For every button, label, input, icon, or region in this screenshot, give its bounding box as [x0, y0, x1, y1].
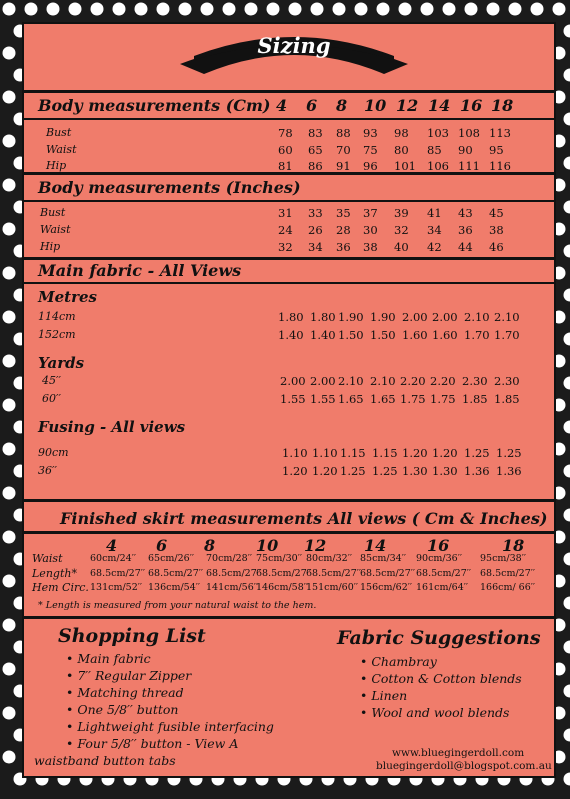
polka-dot — [564, 773, 570, 786]
cell-value: 106 — [427, 159, 449, 173]
cell-value: 44 — [458, 240, 473, 254]
polka-dot — [3, 267, 16, 280]
polka-dot — [245, 3, 258, 16]
polka-dot — [531, 3, 544, 16]
cell-value: 1.75 — [430, 391, 456, 406]
polka-dot — [564, 157, 570, 170]
finished-size-12: 12 — [304, 536, 327, 555]
cell-value: 2.00 — [280, 374, 306, 388]
metres-heading: Metres — [38, 288, 97, 306]
finished-cell: 65cm/26′′ — [148, 553, 195, 564]
sizing-panel — [22, 22, 556, 778]
finished-cell: 146cm/58′′ — [256, 582, 309, 593]
polka-dot — [399, 3, 412, 16]
cell-value: 1.55 — [280, 391, 306, 406]
cell-value: 2.10 — [494, 310, 520, 324]
cell-value: 91 — [336, 159, 351, 173]
finished-cell: 68.5cm/27′′ — [480, 567, 536, 579]
finished-cell: 90cm/36′′ — [416, 553, 463, 564]
polka-dot — [564, 685, 570, 698]
polka-dot — [553, 3, 566, 16]
fabric-suggestions-title: Fabric Suggestions — [337, 627, 541, 649]
cell-value: 46 — [489, 240, 504, 254]
polka-dot — [421, 3, 434, 16]
row-label: 36′′ — [38, 463, 57, 477]
list-item: • Linen — [360, 688, 408, 703]
polka-dot — [3, 487, 16, 500]
polka-dot — [564, 641, 570, 654]
cell-value: 80 — [394, 142, 409, 157]
cell-value: 1.60 — [402, 327, 428, 342]
polka-dot — [3, 531, 16, 544]
cell-value: 1.40 — [278, 327, 304, 342]
section-title-finished: Finished skirt measurements All views ( Cm & Inches) — [60, 509, 548, 528]
list-item: • Lightweight fusible interfacing — [66, 719, 274, 734]
cell-value: 1.65 — [370, 391, 396, 406]
polka-dot — [3, 707, 16, 720]
polka-dot — [3, 751, 16, 764]
row-label: Bust — [46, 126, 72, 139]
finished-row-label: Waist — [32, 552, 63, 565]
row-label: Bust — [40, 206, 66, 219]
finished-size-6: 6 — [156, 536, 168, 555]
cell-value: 1.36 — [464, 463, 490, 478]
cell-value: 1.25 — [496, 446, 522, 460]
list-item: • One 5/8′′ button — [66, 702, 179, 717]
cell-value: 116 — [489, 159, 511, 173]
polka-dot — [564, 69, 570, 82]
cell-value: 34 — [427, 223, 442, 237]
polka-dot — [135, 3, 148, 16]
polka-dot — [355, 3, 368, 16]
cell-value: 1.85 — [494, 391, 520, 406]
cell-value: 81 — [278, 159, 293, 173]
polka-dot — [3, 311, 16, 324]
polka-dot — [201, 3, 214, 16]
cell-value: 34 — [308, 240, 323, 254]
polka-dot — [3, 91, 16, 104]
polka-dot — [564, 289, 570, 302]
shopping-list-title: Shopping List — [58, 625, 206, 647]
row-label: Hip — [40, 240, 61, 253]
cell-value: 101 — [394, 159, 416, 173]
polka-dot — [3, 575, 16, 588]
size-header-18: 18 — [491, 96, 514, 115]
cell-value: 2.20 — [430, 374, 456, 388]
finished-cell: 141cm/56′′ — [206, 582, 259, 593]
polka-dot — [564, 25, 570, 38]
cell-value: 1.40 — [310, 327, 336, 342]
finished-cell: 166cm/ 66′′ — [480, 582, 536, 593]
yards-heading: Yards — [38, 354, 85, 372]
row-label: 114cm — [38, 310, 76, 323]
row-label: Hip — [46, 159, 67, 172]
cell-value: 42 — [427, 240, 442, 254]
cell-value: 1.15 — [372, 446, 398, 460]
cell-value: 1.10 — [282, 446, 308, 460]
row-label: 90cm — [38, 446, 69, 459]
cell-value: 2.10 — [464, 310, 490, 324]
polka-dot — [3, 619, 16, 632]
cell-value: 2.10 — [370, 374, 396, 388]
polka-dot — [487, 3, 500, 16]
finished-cell: 136cm/54′′ — [148, 582, 201, 593]
cell-value: 2.20 — [400, 374, 426, 388]
polka-dot — [25, 3, 38, 16]
fusing-heading: Fusing - All views — [38, 418, 186, 436]
cell-value: 45 — [489, 206, 504, 220]
section-title-body-cm: Body measurements (Cm) — [38, 96, 271, 115]
polka-dot — [47, 3, 60, 16]
cell-value: 1.80 — [310, 310, 336, 324]
polka-dot — [564, 553, 570, 566]
polka-dot — [3, 179, 16, 192]
cell-value: 1.36 — [496, 463, 522, 478]
polka-dot — [3, 47, 16, 60]
section-title-body-in: Body measurements (Inches) — [38, 178, 301, 197]
finished-cell: 161cm/64′′ — [416, 582, 469, 593]
cell-value: 103 — [427, 126, 449, 140]
finished-cell: 80cm/32′′ — [306, 553, 353, 564]
list-item: • Main fabric — [66, 651, 151, 666]
polka-dot — [3, 399, 16, 412]
cell-value: 1.20 — [432, 446, 458, 460]
cell-value: 93 — [363, 126, 378, 140]
polka-dot — [267, 3, 280, 16]
cell-value: 83 — [308, 126, 323, 140]
cell-value: 113 — [489, 126, 511, 140]
size-header-12: 12 — [396, 96, 419, 115]
cell-value: 96 — [363, 159, 378, 173]
size-header-8: 8 — [336, 96, 348, 115]
polka-dot — [564, 597, 570, 610]
cell-value: 60 — [278, 142, 293, 157]
finished-cell: 70cm/28′′ — [206, 553, 253, 564]
polka-dot — [564, 465, 570, 478]
cell-value: 1.20 — [312, 463, 338, 478]
cell-value: 1.65 — [338, 391, 364, 406]
finished-size-10: 10 — [256, 536, 279, 555]
cell-value: 70 — [336, 142, 351, 157]
cell-value: 78 — [278, 126, 293, 140]
cell-value: 2.10 — [338, 374, 364, 388]
finished-size-14: 14 — [364, 536, 387, 555]
cell-value: 35 — [336, 206, 351, 220]
cell-value: 65 — [308, 142, 323, 157]
finished-size-8: 8 — [204, 536, 216, 555]
polka-dot — [509, 3, 522, 16]
finished-row-label: Hem Circ. — [32, 581, 89, 594]
polka-dot — [564, 421, 570, 434]
polka-dot — [179, 3, 192, 16]
cell-value: 2.00 — [310, 374, 336, 388]
finished-cell: 151cm/60′′ — [306, 582, 359, 593]
polka-dot — [443, 3, 456, 16]
cell-value: 98 — [394, 126, 409, 140]
polka-dot — [311, 3, 324, 16]
polka-dot — [3, 443, 16, 456]
finished-size-18: 18 — [502, 536, 525, 555]
size-header-6: 6 — [306, 96, 318, 115]
polka-dot — [564, 377, 570, 390]
cell-value: 1.80 — [278, 310, 304, 324]
cell-value: 1.70 — [494, 327, 520, 342]
cell-value: 1.30 — [432, 463, 458, 478]
cell-value: 2.00 — [432, 310, 458, 324]
finished-cell: 131cm/52′′ — [90, 582, 143, 593]
finished-cell: 68.5cm/27′′ — [256, 567, 312, 579]
finished-row-label: Length* — [32, 566, 77, 580]
finished-cell: 156cm/62′′ — [360, 582, 413, 593]
section-title-main-fabric: Main fabric - All Views — [38, 261, 242, 280]
cell-value: 1.70 — [464, 327, 490, 342]
cell-value: 40 — [394, 240, 409, 254]
row-label: 45′′ — [42, 374, 61, 387]
finished-cell: 75cm/30′′ — [256, 553, 303, 564]
list-item: • Matching thread — [66, 685, 184, 700]
cell-value: 33 — [308, 206, 323, 220]
cell-value: 86 — [308, 159, 323, 173]
cell-value: 30 — [363, 223, 378, 237]
finished-cell: 85cm/34′′ — [360, 553, 407, 564]
finished-cell: 68.5cm/27′′ — [360, 567, 416, 579]
finished-cell: 68.5cm/27′′ — [206, 567, 262, 579]
row-label: Waist — [40, 223, 71, 236]
polka-dot — [3, 3, 16, 16]
cell-value: 36 — [336, 240, 351, 254]
cell-value: 1.25 — [340, 463, 366, 478]
polka-dot — [564, 729, 570, 742]
size-header-4: 4 — [276, 96, 288, 115]
cell-value: 1.60 — [432, 327, 458, 342]
polka-dot — [564, 113, 570, 126]
title-banner — [174, 26, 414, 78]
cell-value: 1.90 — [370, 310, 396, 324]
row-label: 60′′ — [42, 391, 61, 405]
cell-value: 1.15 — [340, 446, 366, 460]
cell-value: 2.00 — [402, 310, 428, 324]
cell-value: 37 — [363, 206, 378, 220]
polka-dot — [564, 201, 570, 214]
polka-dot — [113, 3, 126, 16]
finished-cell: 68.5cm/27′′ — [90, 567, 146, 579]
polka-dot — [377, 3, 390, 16]
website-text: www.bluegingerdoll.com — [392, 747, 525, 759]
cell-value: 38 — [363, 240, 378, 254]
polka-dot — [3, 135, 16, 148]
list-item: • Four 5/8′′ button - View A — [66, 736, 239, 751]
polka-dot — [564, 333, 570, 346]
cell-value: 1.90 — [338, 310, 364, 324]
cell-value: 1.25 — [464, 446, 490, 460]
size-header-10: 10 — [364, 96, 387, 115]
finished-cell: 60cm/24′′ — [90, 553, 137, 564]
size-header-16: 16 — [460, 96, 483, 115]
cell-value: 85 — [427, 142, 442, 157]
cell-value: 88 — [336, 126, 351, 140]
cell-value: 108 — [458, 126, 480, 140]
polka-dot — [465, 3, 478, 16]
cell-value: 1.50 — [338, 327, 364, 342]
list-item-continuation: waistband button tabs — [34, 753, 176, 768]
cell-value: 1.55 — [310, 391, 336, 406]
cell-value: 1.50 — [370, 327, 396, 342]
cell-value: 2.30 — [462, 374, 488, 388]
finished-cell: 95cm/38′′ — [480, 553, 527, 564]
polka-dot — [69, 3, 82, 16]
finished-cell: 68.5cm/27′′ — [148, 567, 204, 579]
cell-value: 1.75 — [400, 391, 426, 406]
cell-value: 1.20 — [282, 463, 308, 478]
cell-value: 26 — [308, 223, 323, 237]
polka-dot — [564, 245, 570, 258]
cell-value: 1.10 — [312, 446, 338, 460]
cell-value: 32 — [278, 240, 293, 254]
size-header-14: 14 — [428, 96, 451, 115]
length-note: * Length is measured from your natural waist to the hem. — [38, 600, 317, 611]
polka-dot — [3, 663, 16, 676]
list-item: • 7′′ Regular Zipper — [66, 668, 192, 683]
finished-cell: 68.5cm/27′′ — [306, 567, 362, 579]
finished-cell: 68.5cm/27′′ — [416, 567, 472, 579]
cell-value: 2.30 — [494, 374, 520, 388]
polka-dot — [3, 355, 16, 368]
cell-value: 43 — [458, 206, 473, 220]
cell-value: 24 — [278, 223, 293, 237]
cell-value: 36 — [458, 223, 473, 237]
polka-dot — [564, 509, 570, 522]
cell-value: 28 — [336, 223, 351, 237]
cell-value: 1.25 — [372, 463, 398, 478]
cell-value: 1.20 — [402, 446, 428, 460]
cell-value: 111 — [458, 159, 480, 173]
polka-dot — [223, 3, 236, 16]
finished-size-4: 4 — [106, 536, 118, 555]
cell-value: 38 — [489, 223, 504, 237]
polka-dot — [91, 3, 104, 16]
row-label: 152cm — [38, 327, 76, 341]
list-item: • Wool and wool blends — [360, 705, 510, 720]
polka-dot — [289, 3, 302, 16]
cell-value: 95 — [489, 142, 504, 157]
row-label: Waist — [46, 142, 77, 156]
cell-value: 41 — [427, 206, 442, 220]
cell-value: 31 — [278, 206, 293, 220]
cell-value: 39 — [394, 206, 409, 220]
polka-dot — [157, 3, 170, 16]
finished-size-16: 16 — [427, 536, 450, 555]
page-title: Sizing — [257, 33, 331, 58]
cell-value: 32 — [394, 223, 409, 237]
blog-text: bluegingerdoll@blogspot.com.au — [376, 760, 552, 772]
cell-value: 90 — [458, 142, 473, 157]
cell-value: 1.30 — [402, 463, 428, 478]
cell-value: 75 — [363, 142, 378, 157]
cell-value: 1.85 — [462, 391, 488, 406]
polka-dot — [333, 3, 346, 16]
list-item: • Chambray — [360, 654, 437, 669]
list-item: • Cotton & Cotton blends — [360, 671, 522, 686]
polka-dot — [3, 223, 16, 236]
